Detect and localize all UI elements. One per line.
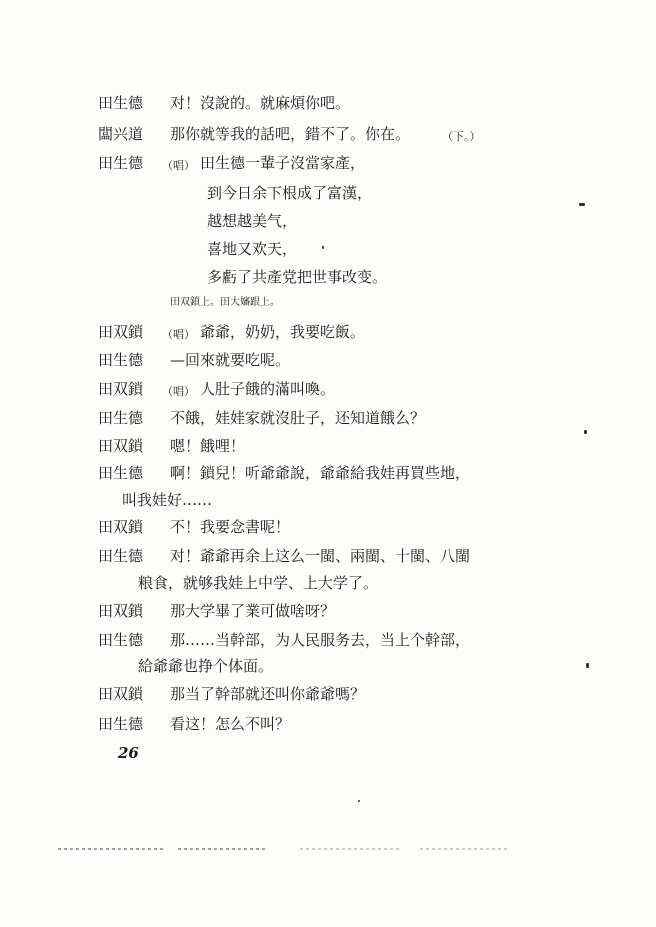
dialogue-text: 田生德一輩子沒當家產， — [200, 154, 366, 172]
speaker-name: 田生德 — [98, 547, 144, 565]
scan-edge-mark — [420, 848, 510, 850]
scan-speck — [579, 203, 585, 206]
dialogue-text: 那你就等我的話吧，錯不了。你在。 — [170, 125, 411, 143]
dialogue-text: 对！爺爺再余上这么一閩、兩閩、十閩、八閩 — [170, 547, 471, 565]
dialogue-text: 不！我要念書呢！ — [170, 518, 291, 536]
verse-text: 到今日余下根成了富漢， — [207, 184, 373, 202]
dialogue-text: —回來就要吃呢。 — [170, 351, 291, 369]
speaker-name: 田生德 — [98, 464, 144, 482]
speaker-name: 田双鎖 — [98, 437, 144, 455]
scan-edge-mark — [178, 848, 268, 850]
continuation-text: 給爺爺也挣个体面。 — [138, 657, 274, 675]
speaker-name: 田双鎖 — [98, 323, 144, 341]
verse-text: 越想越美气， — [207, 212, 298, 230]
speaker-name: 田生德 — [98, 94, 144, 112]
dialogue-text: 那大学畢了業可做啥呀？ — [170, 602, 336, 620]
speaker-name: 田双鎖 — [98, 602, 144, 620]
continuation-text: 叫我娃好…… — [122, 491, 213, 509]
speaker-name: 田生德 — [98, 154, 144, 172]
scan-edge-mark — [58, 848, 163, 850]
stage-note-text: 田双鎖上。田大嬸跟上。 — [170, 297, 280, 308]
dialogue-text: 那……当幹部，为人民服务去，当上个幹部， — [170, 631, 471, 649]
scan-speck — [586, 663, 589, 668]
speaker-name: 田生德 — [98, 409, 144, 427]
speaker-name: 田双鎖 — [98, 685, 144, 703]
dialogue-text: 不餓，娃娃家就沒肚子，还知道餓么？ — [170, 409, 426, 427]
stage-direction: （下。） — [442, 130, 481, 143]
dialogue-text: 啊！鎖兒！听爺爺說，爺爺給我娃再買些地， — [170, 464, 471, 482]
page-number: 26 — [118, 744, 139, 762]
dialogue-text: 爺爺，奶奶，我要吃飯。 — [200, 323, 366, 341]
sing-marker: （唱） — [162, 328, 195, 341]
speaker-name: 田生德 — [98, 351, 144, 369]
speaker-name: 田生德 — [98, 631, 144, 649]
speaker-name: 田生德 — [98, 715, 144, 733]
scan-speck — [322, 246, 324, 249]
dialogue-text: 人肚子餓的滿叫喚。 — [200, 380, 336, 398]
scan-edge-mark — [300, 848, 400, 850]
scan-speck — [358, 800, 360, 802]
verse-text: 喜地又欢天， — [207, 240, 298, 258]
dialogue-text: 对！沒說的。就麻煩你吧。 — [170, 94, 351, 112]
dialogue-text: 嗯！餓哩！ — [170, 437, 246, 455]
dialogue-text: 那当了幹部就还叫你爺爺嗎？ — [170, 685, 366, 703]
speaker-name: 闆兴道 — [98, 125, 144, 143]
verse-text: 多虧了共產党把世事改变。 — [207, 268, 388, 286]
sing-marker: （唱） — [162, 385, 195, 398]
continuation-text: 粮食，就够我娃上中学、上大学了。 — [138, 574, 379, 592]
sing-marker: （唱） — [162, 159, 195, 172]
dialogue-text: 看这！怎么不叫？ — [170, 715, 291, 733]
speaker-name: 田双鎖 — [98, 380, 144, 398]
speaker-name: 田双鎖 — [98, 518, 144, 536]
scan-speck — [584, 430, 587, 434]
